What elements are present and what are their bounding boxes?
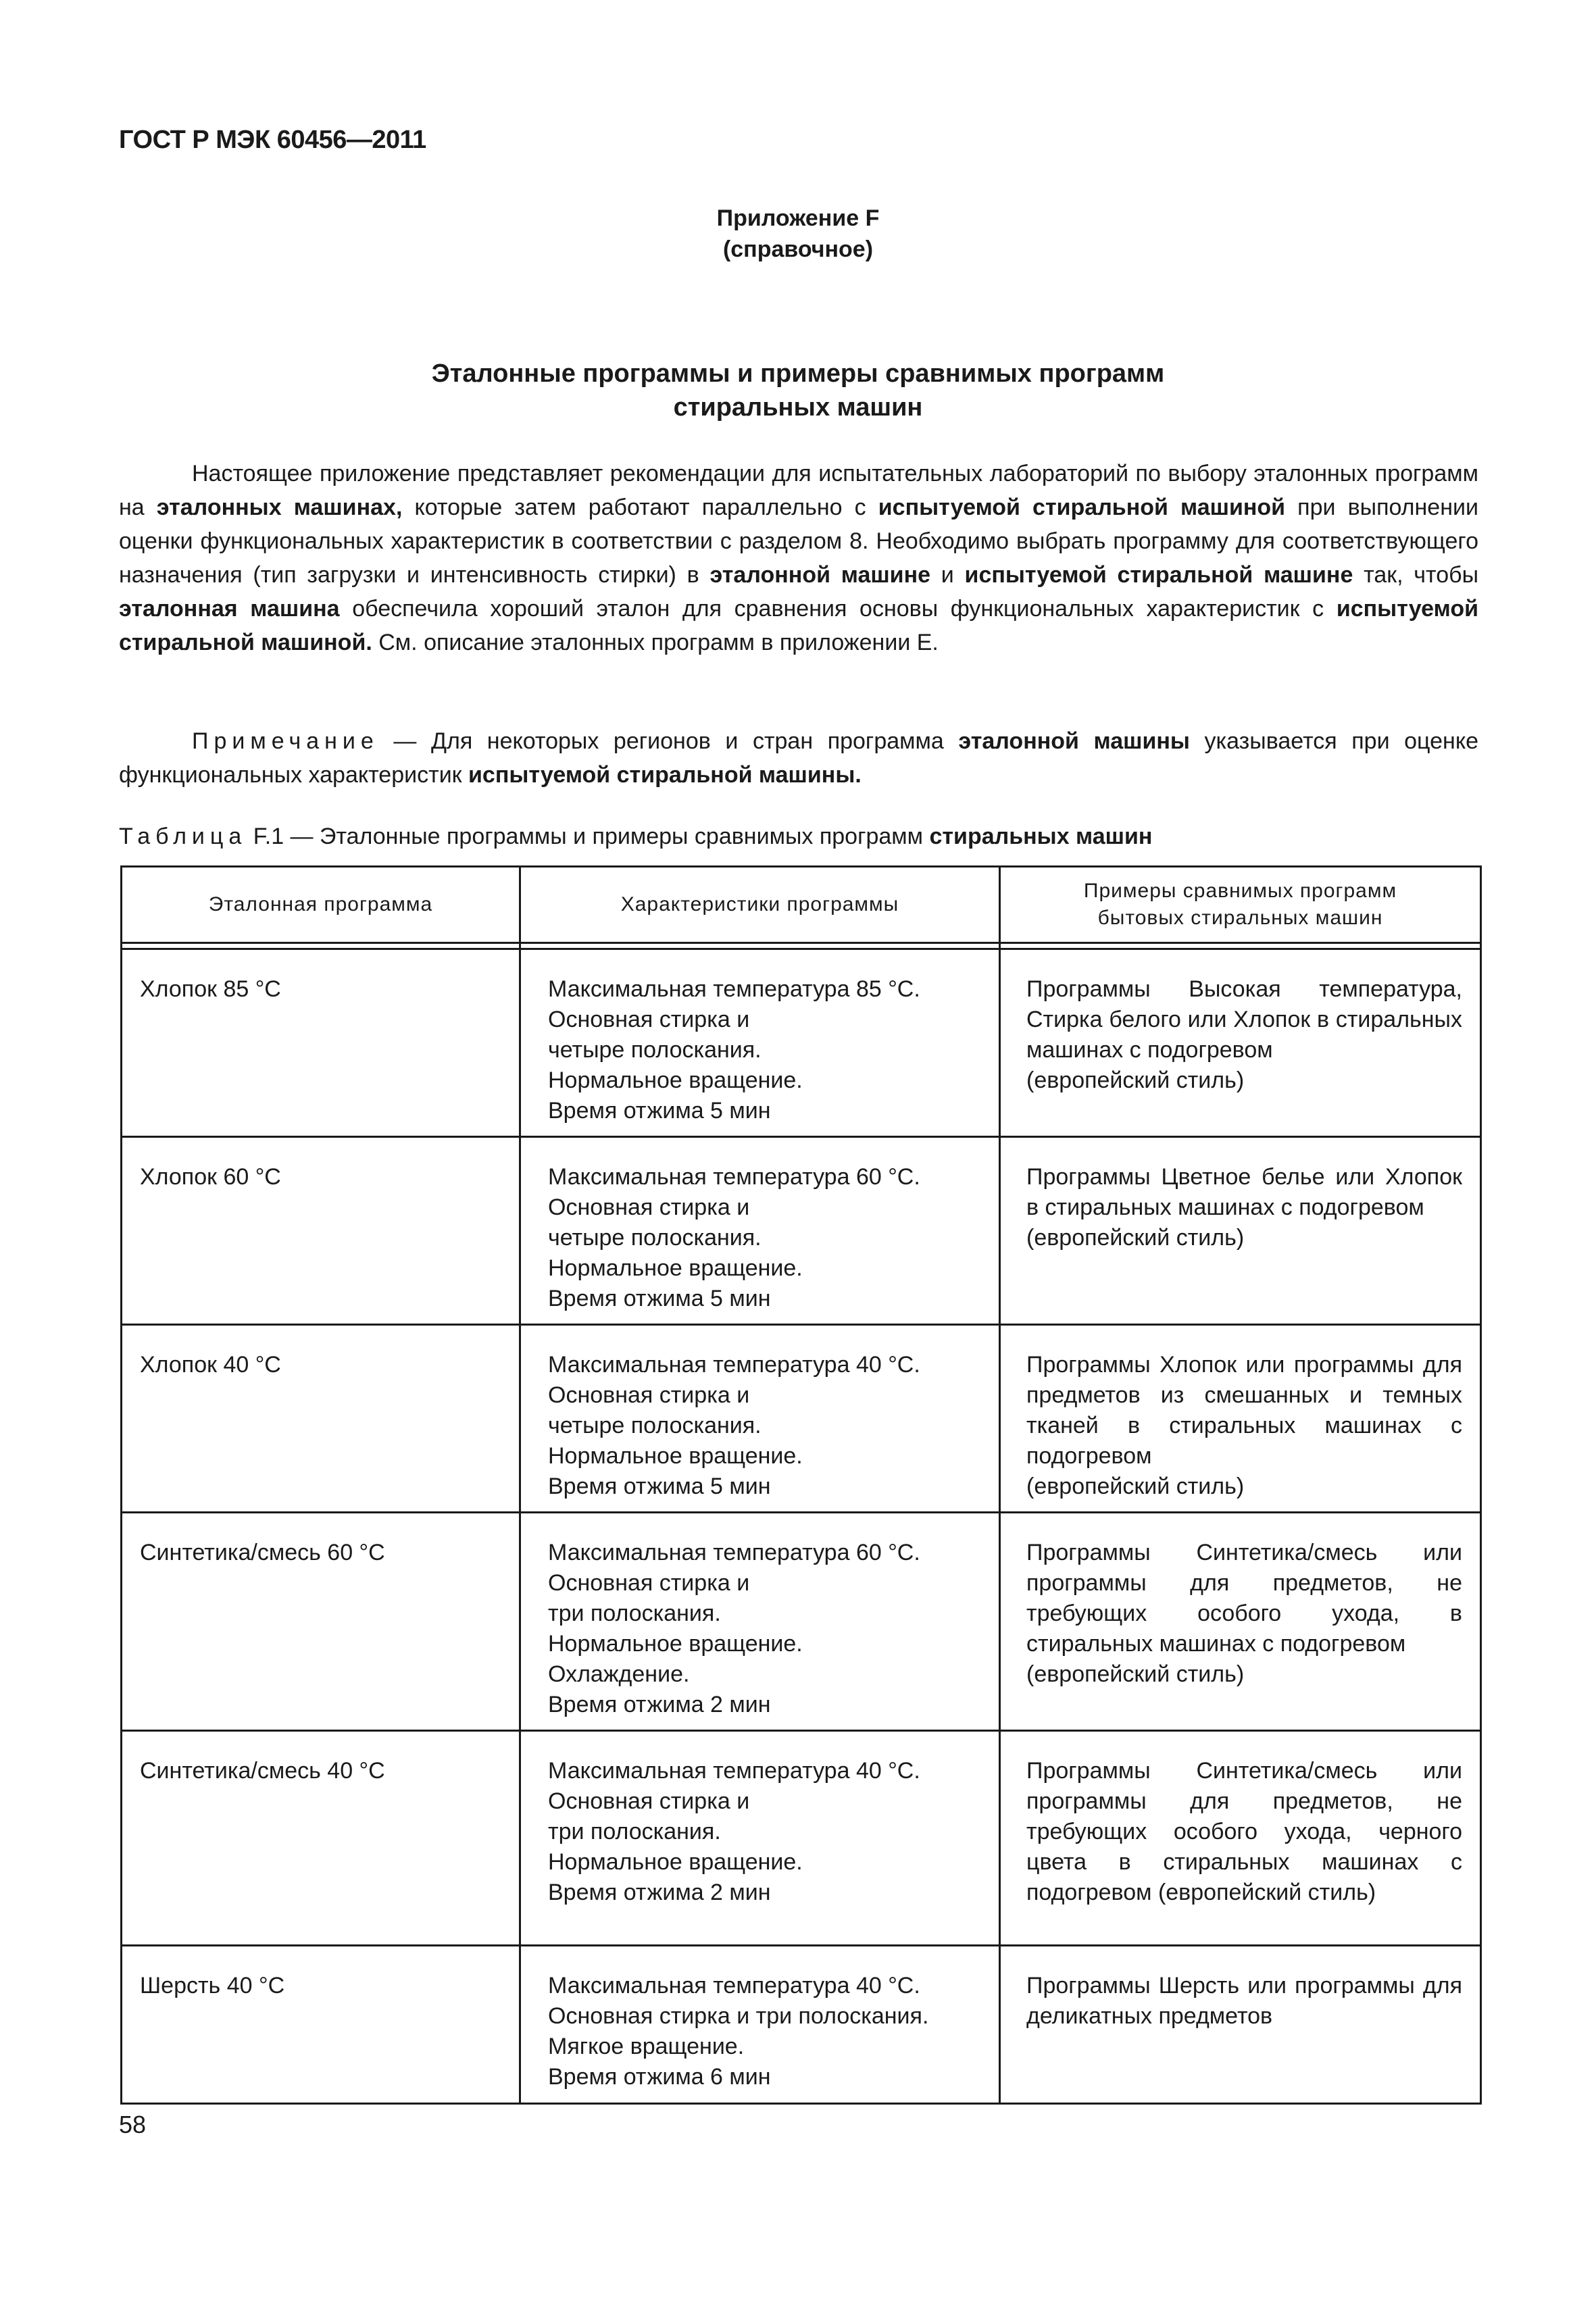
program-name: Синтетика/смесь 60 °С (140, 1540, 385, 1565)
program-characteristics: Максимальная температура 40 °С. Основная стирка и три полоскания. Мягкое вращение. Время отжима 6 мин (548, 1973, 929, 2090)
table-row (122, 1137, 1481, 1325)
table-caption-label: Таблица (119, 824, 247, 849)
table-caption: Таблица F.1 — Эталонные программы и примеры сравнимых программ стиральных машин (119, 824, 1153, 849)
section-title-line-2: стиральных машин (673, 393, 923, 422)
program-characteristics: Максимальная температура 85 °С. Основная стирка и четыре полоскания. Нормальное вращение. Время отжима 5 мин (548, 976, 920, 1124)
table-row (122, 1513, 1481, 1731)
table-row (122, 949, 1481, 1137)
document-header: ГОСТ Р МЭК 60456—2011 (119, 126, 426, 154)
program-characteristics: Максимальная температура 60 °С. Основная стирка и четыре полоскания. Нормальное вращение. Время отжима 5 мин (548, 1164, 920, 1311)
table-header-row (122, 867, 1481, 943)
appendix-type: (справочное) (722, 236, 874, 262)
program-examples: Программы Синтетика/смесь или программы для предметов, не требующих особого ухода, в стиральных машинах с подогревом (европейский стиль) (1026, 1540, 1462, 1687)
program-examples: Программы Шерсть или программы для деликатных предметов (1026, 1973, 1462, 2029)
program-name: Хлопок 60 °С (140, 1164, 281, 1190)
table-row (122, 1946, 1481, 2104)
program-name: Синтетика/смесь 40 °С (140, 1758, 385, 1784)
header-separator (122, 943, 1481, 949)
program-examples: Программы Синтетика/смесь или программы для предметов, не требующих особого ухода, черного цвета в стиральных машинах с подогревом (европейский стиль) (1026, 1758, 1462, 1905)
table-row (122, 1325, 1481, 1513)
section-title-line-1: Эталонные программы и примеры сравнимых программ (431, 359, 1165, 388)
program-characteristics: Максимальная температура 40 °С. Основная стирка и четыре полоскания. Нормальное вращение. Время отжима 5 мин (548, 1352, 920, 1499)
program-examples: Программы Высокая температура, Стирка белого или Хлопок в стиральных машинах с подогревом (европейский стиль) (1026, 976, 1462, 1093)
program-name: Хлопок 40 °С (140, 1352, 281, 1378)
reference-programs-table (120, 865, 1482, 2105)
table-row (122, 1731, 1481, 1946)
intro-paragraph: Настоящее приложение представляет рекомендации для испытательных лабораторий по выбору эталонных программ на эталонных машинах, которые затем работают параллельно с испытуемой стиральной машиной при выполнении оценки функциональных характеристик в соответствии с разделом 8. Необходимо выбрать программу для соответствующего назначения (тип загрузки и интенсивность стирки) в эталонной машине и испытуемой стиральной машине так, чтобы эталонная машина обеспечила хороший эталон для сравнения основы функциональных характеристик с испытуемой стиральной машиной. См. описание эталонных программ в приложении E. (119, 461, 1479, 655)
note-label: Примечание (192, 728, 379, 754)
note-paragraph: Примечание — Для некоторых регионов и стран программа эталонной машины указывается при оценке функциональных характеристик испытуемой стиральной машины. (119, 728, 1478, 788)
page-number: 58 (119, 2111, 147, 2138)
program-examples: Программы Цветное белье или Хлопок в стиральных машинах с подогревом (европейский стиль) (1026, 1164, 1462, 1251)
appendix-label: Приложение F (716, 205, 880, 231)
appendix-heading (0, 203, 1596, 265)
section-title (0, 357, 1596, 424)
program-characteristics: Максимальная температура 60 °С. Основная стирка и три полоскания. Нормальное вращение. Охлаждение. Время отжима 2 мин (548, 1540, 920, 1717)
program-name: Шерсть 40 °С (140, 1973, 285, 1998)
program-characteristics: Максимальная температура 40 °С. Основная стирка и три полоскания. Нормальное вращение. Время отжима 2 мин (548, 1758, 920, 1905)
program-examples: Программы Хлопок или программы для предметов из смешанных и темных тканей в стиральных машинах с подогревом (европейский стиль) (1026, 1352, 1462, 1499)
column-header-examples: Примеры сравнимых программ бытовых стиральных машин (1000, 867, 1481, 943)
column-header-characteristics: Характеристики программы (520, 867, 1000, 943)
column-header-program: Эталонная программа (122, 867, 520, 943)
program-name: Хлопок 85 °С (140, 976, 281, 1002)
